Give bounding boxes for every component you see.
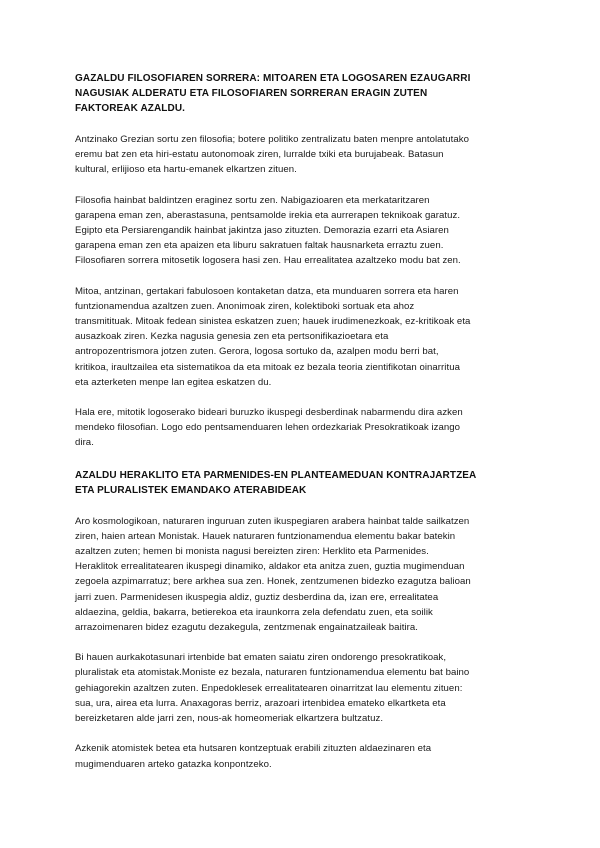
paragraph-5: [75, 514, 523, 636]
paragraph-line: Heraklitok errealitatearen ikuspegi dinamiko, aldakor eta anitza zuen, guztia mugimenduan: [75, 561, 465, 573]
paragraph-line: arrazoimenaren bidez ezagutu dezakegula, zentzmenak engainatzaileak baitira.: [75, 622, 418, 634]
heading-1-line: GAZALDU FILOSOFIAREN SORRERA: MITOAREN ETA LOGOSAREN EZAUGARRI: [75, 73, 471, 84]
paragraph-line: funtzionamendua azaltzen zuen. Anonimoak ziren, kolektiboki sortuak eta ahoz: [75, 300, 415, 312]
paragraph-line: Egipto eta Persiarengandik hainbat jakintza jaso zituzten. Demorazia ezarri eta Asiaren: [75, 225, 449, 237]
paragraph-line: Azkenik atomistek betea eta hutsaren kontzeptuak erabili zituzten aldaezinaren eta: [75, 743, 432, 755]
paragraph-line: kultural, erlijioso eta hartu-emanek elkartzen zituen.: [75, 164, 297, 176]
paragraph-line: Bi hauen aurkakotasunari irtenbide bat ematen saiatu ziren ondorengo presokratikoak,: [75, 652, 447, 664]
paragraph-line: ziren, haien artean Monistak. Hauek naturaren funtzionamendua elementu bakar batekin: [75, 530, 456, 542]
paragraph-line: garapena eman zen, aberastasuna, pentsamolde irekia eta aurrerapen teknikoak garatuz.: [75, 209, 461, 221]
paragraph-3: [75, 284, 523, 390]
paragraph-line: aldaezina, geldia, bakarra, betierekoa eta iraunkorra zela defendatu zuen, eta soilik: [75, 606, 433, 618]
paragraph-line: Filosofia hainbat baldintzen eraginez sortu zen. Nabigazioaren eta merkataritzaren: [75, 194, 430, 206]
paragraph-6: [75, 650, 523, 726]
paragraph-line: Hala ere, mitotik logoserako bideari buruzko ikuspegi desberdinak nabarmendu dira azken: [75, 407, 463, 419]
paragraph-line: Filosofiaren sorrera mitosetik logosera hasi zen. Hau errealitatea azaltzeko modu bat zen.: [75, 255, 461, 267]
paragraph-line: azaltzen zuten; hemen bi monista nagusi bereizten ziren: Herklito eta Parmenides.: [75, 546, 429, 558]
paragraph-line: gehiagorekin azaltzen zuten. Enpedoklesek errealitatearen oinarritzat lau elementu zituen:: [75, 682, 463, 694]
heading-1-line: FAKTOREAK AZALDU.: [75, 103, 186, 114]
heading-1: [75, 71, 523, 116]
paragraph-line: antropozentrismora jotzen zuten. Gerora, logosa sortuko da, azalpen modu berri bat,: [75, 346, 439, 358]
paragraph-line: pluralistak eta atomistak.Moniste ez bezala, naturaren funtzionamendua elementu bat baino: [75, 667, 470, 679]
paragraph-line: Antzinako Grezian sortu zen filosofia; botere politiko zentralizatu baten menpre antolatutako: [75, 134, 469, 145]
paragraph-line: bereizketaren alde jarri zen, nous-ak homeomeriak elkartzera bultzatuz.: [75, 713, 384, 725]
paragraph-line: zegoela azpimarratuz; bere arkhea sua zen. Honek, zentzumenen bidezko ezagutza balioan: [75, 576, 471, 588]
paragraph-line: eta azterketen menpe lan egitea eskatzen du.: [75, 376, 272, 388]
paragraph-line: mendeko filosofian. Logo edo pentsamenduaren lehen ordezkariak Presokratikoak izango: [75, 422, 460, 434]
paragraph-1: [75, 132, 523, 178]
document-body: [75, 71, 523, 772]
paragraph-line: Aro kosmologikoan, naturaren inguruan zuten ikuspegiaren arabera hainbat talde sailkatzen: [75, 515, 470, 527]
paragraph-line: ausazkoak ziren. Kezka nagusia genesia zen eta pertsonifikazioetara eta: [75, 331, 389, 343]
paragraph-line: jarri zuen. Parmenidesen ikuspegia aldiz, guztiz desberdina da, izan ere, errealitatea: [75, 591, 439, 603]
paragraph-line: garapena eman zen eta apaizen eta liburu sakratuen faltak hausnarketa erraztu zuen.: [75, 240, 444, 252]
paragraph-2: [75, 193, 523, 269]
heading-1-line: NAGUSIAK ALDERATU ETA FILOSOFIAREN SORRERAN ERAGIN ZUTEN: [75, 88, 428, 99]
paragraph-line: eremu bat zen eta hiri-estatu autonomoak ziren, lurralde txiki eta burujabeak. Batasun: [75, 149, 444, 161]
paragraph-7: [75, 741, 523, 771]
paragraph-line: mugimenduaren arteko gatazka konpontzeko.: [75, 758, 272, 770]
paragraph-line: kritikoa, iraultzailea eta sistematikoa da eta mitoak ez bezala teoria zientifikotan oinarritua: [75, 361, 460, 373]
paragraph-line: transmitituak. Mitoak fedean sinistea eskatzen zuen; hauek irudimenezkoak, ez-kritikoak eta: [75, 316, 471, 328]
paragraph-line: Mitoa, antzinan, gertakari fabulosoen kontaketan datza, eta munduaren sorrera eta haren: [75, 285, 459, 297]
paragraph-line: dira.: [75, 437, 94, 449]
paragraph-line: sua, ura, airea eta lurra. Anaxagoras berriz, arazoari irtenbidea emateko elkartketa eta: [75, 697, 446, 709]
heading-2-line: ETA PLURALISTEK EMANDAKO ATERABIDEAK: [75, 484, 307, 496]
heading-2: [75, 468, 523, 498]
heading-2-line: AZALDU HERAKLITO ETA PARMENIDES-EN PLANTEAMEDUAN KONTRAJARTZEA: [75, 469, 477, 481]
paragraph-4: [75, 405, 523, 451]
